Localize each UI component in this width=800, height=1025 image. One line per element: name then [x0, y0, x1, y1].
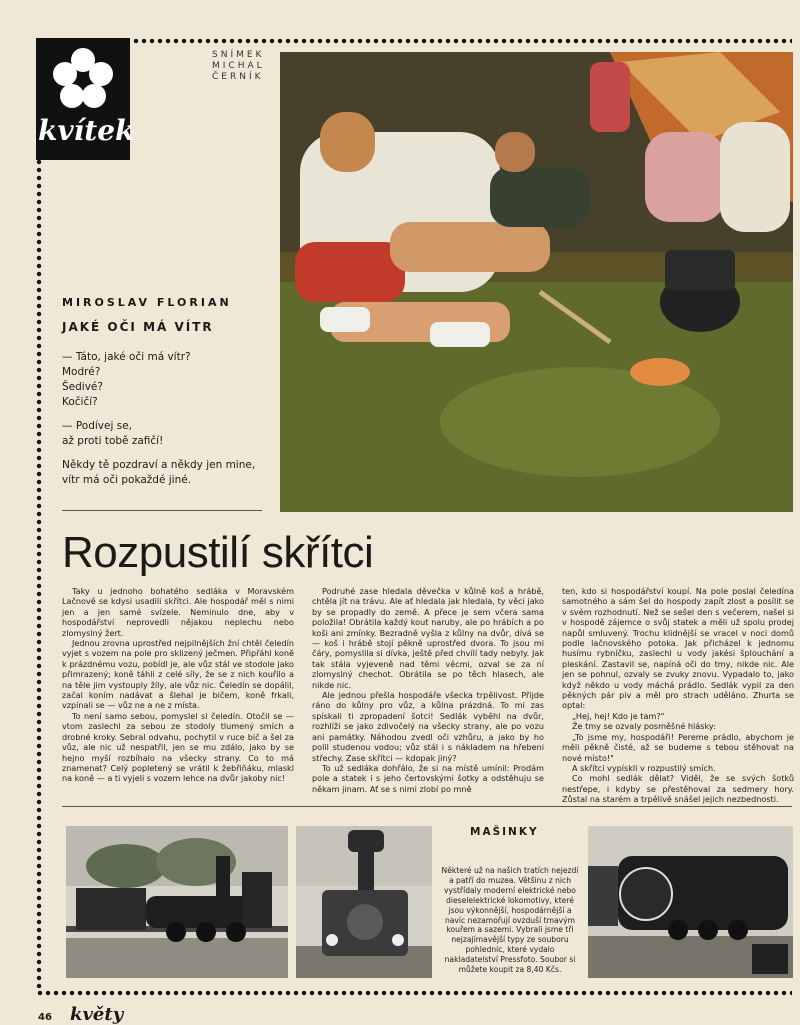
poem-line: vítr má oči pokaždé jiné.: [62, 474, 192, 486]
credit-line: MICHAL: [212, 61, 265, 71]
dotted-border-left: [36, 158, 42, 988]
locomotive-photo-3: [588, 826, 793, 978]
locomotive-photo-1: [66, 826, 288, 978]
poem-line: — Podívej se,: [62, 420, 132, 432]
poem-stanza: [62, 458, 272, 488]
poem-line: až proti tobě zafičí!: [62, 435, 164, 447]
dotted-border-bottom: [36, 990, 792, 996]
poem-title: JAKÉ OČI MÁ VÍTR: [62, 320, 214, 334]
story-paragraph: To už sedláka dohřálo, že si na místě umínil: Prodám pole a statek i s jeho čertovskými šotky a odstěhuju se někam jinam. Ať se s nimi zlobí po mně: [312, 762, 544, 794]
poem-line: Kočičí?: [62, 396, 98, 408]
poem-stanza: [62, 350, 272, 410]
campfire-photo: [280, 52, 793, 512]
story-paragraph: ten, kdo si hospodářství koupí. Na pole poslal čeledína samotného a sám šel do hospody zapít zlost a posílit se v svém rozhodnutí. Než se sešel den s večerem, našel si v hospodě zájemce o svůj statek a měli už spolu prodej napůl smluvený. Trochu klidnější se vracel v noci domů podle lačnovského potoka. Jak přicházel k jednomu husímu rybníčku, zaslechl u vody jakési šplouchání a pleskání. Zastavil se, napíná oči do tmy, nikde nic. Ale jen se pohnul, ozvaly se zvuky znovu. Vypadalo to, jako když někdo u vody máchá prádlo. Sedlák vypil za den pěkných pár piv a měl pro strach uděláno. Zhurta se optal:: [562, 586, 794, 711]
story-column-3: [562, 586, 794, 805]
story-paragraph: A skřítci vypískli v rozpustilý smích.: [572, 762, 716, 773]
story-column-2: [312, 586, 544, 794]
story-paragraph: To není samo sebou, pomyslel si čeledín. Otočil se — vtom zaslechl za sebou ze stodoly tlumený smích a drobné kroky. Sebral odvahu, pochytil v ruce bič a šel za vůz, ale nic už nespatřil, jen se mu zdálo, jako by se hejno myší rozbíhalo na všecky strany. Co to má znamenat? Celý popletený se vrátil k žebřiňáku, mlaskl na koně — a ti vyjeli s vozem lehce na dvůr jakoby nic!: [62, 710, 294, 784]
story-column-1: [62, 586, 294, 784]
divider: [62, 510, 262, 511]
page-number: 46: [38, 1012, 52, 1023]
poem-line: — Táto, jaké oči má vítr?: [62, 351, 191, 363]
credit-line: ČERNÍK: [212, 72, 264, 82]
poem-line: Šedivé?: [62, 381, 103, 393]
poem-author: MIROSLAV FLORIAN: [62, 296, 232, 309]
divider: [62, 806, 792, 807]
story-paragraph: „Hej, hej! Kdo je tam?": [572, 710, 665, 721]
story-paragraph: Jednou zrovna uprostřed nejpilnějších žní chtěl čeledín vyjet s vozem na pole pro sklizený ječmen. Připřáhl koně k prázdnému vozu, pobídl je, ale vůz stál ve stodole jako přimrazený; koně táhli z celé síly, že se z nich kouřilo a na těle jim vystouply žíly, ale vůz nic. Čeledín se dopálil, začal koním nadávat a šlehal je bičem, koně frkali, vzpínali se — vůz ne a ne z místa.: [62, 638, 294, 711]
trains-title: MAŠINKY: [470, 826, 539, 838]
story-title: Rozpustilí skřítci: [62, 528, 374, 577]
story-paragraph: „To jsme my, hospodáři! Pereme prádlo, abychom je měli pěkně čisté, až se budeme s tebou stěhovat na nové místo!": [562, 731, 794, 763]
logo-word: kvítek: [38, 114, 135, 147]
magazine-name: květy: [70, 1004, 124, 1025]
story-paragraph: Taky u jednoho bohatého sedláka v Moravském Lačnově se kdysi usadili skřítci. Ale hospodář měl s nimi jen a jen samé svízele. Neminulo dne, aby v hospodářství neprovedli nějakou neplechu nebo zlomyslný žert.: [62, 586, 294, 638]
story-paragraph: Že tmy se ozvaly posměšné hlásky:: [572, 721, 716, 732]
trains-text: Některé už na našich tratích nejezdí a patří do muzea. Většinu z nich vystřídaly moderní elektrické nebo dieselelektrické lokomotivy, které jsou výkonnější, hospodárnější a navíc nezamořují ovzduší tmavým kouřem a sazemi. Vybrali jsme tři nejzajímavější typy ze souboru pohlednic, které vydalo nakladatelství Pressfoto. Soubor si můžete koupit za 8,40 Kčs.: [441, 866, 579, 975]
poem-body: [62, 350, 272, 497]
story-paragraph: Podruhé zase hledala děvečka v kůlně koš a hrábě, chtěla jít na trávu. Ale ať hledala jak hledala, ty věci jako by se propadly do země. A přece je sem včera sama položila! Obrátila každý kout naruby, ale po hrábích a po koši ani zmínky. Bezradně vyšla z kůlny na dvůr, dívá se — koš i hrábě stojí pěkně uprostřed dvora. To jsou mi čáry, pomyslila si dívka, ještě před chvílí tady nebyly. Jak tak stála vyjeveně nad těmi věcmi, ozval se za ní zlomyslný chechot. Obrátila se po těch hlasech, ale nikde nic.: [312, 586, 544, 690]
flower-logo-icon: [50, 46, 116, 112]
poem-line: Modré?: [62, 366, 101, 378]
dotted-border-top: [132, 38, 792, 44]
story-paragraph: Ale jednou přešla hospodáře všecka trpělivost. Přijde ráno do kůlny pro vůz, a kůlna prázdná. To mi zas spískali ti zpropadení šotci! Sedlák vyběhl na dvůr, rozhlíží se jako zdivočelý na všecky strany, ale po vozu ani památky. Náhodou zvedl oči vzhůru, a jako by ho polil studenou vodou; vůz stál i s nákladem na hřebeni střechy. Zase skřítci — kdopak jiný?: [312, 690, 544, 763]
kvitek-logo: [36, 38, 135, 160]
story-paragraph: Co mohl sedlák dělat? Viděl, že se svých šotků nestřepe, i kdyby se přestěhoval za sedmery hory. Zůstal na starém a trpělivě snášel jejich nezbednosti.: [562, 773, 794, 805]
credit-line: SNÍMEK: [212, 50, 265, 60]
poem-stanza: [62, 419, 272, 449]
photo-credit: [212, 50, 265, 83]
locomotive-photo-2: [296, 826, 432, 978]
poem-line: Někdy tě pozdraví a někdy jen mine,: [62, 459, 256, 471]
